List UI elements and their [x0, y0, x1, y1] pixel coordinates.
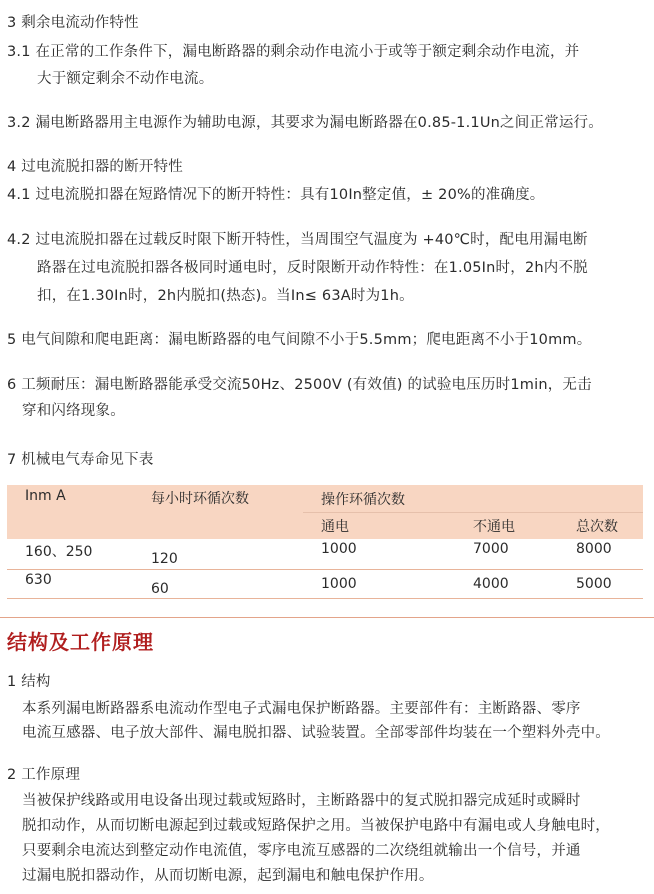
header-off: 不通电 — [473, 519, 515, 535]
structure-1-line2: 电流互感器、电子放大部件、漏电脱扣器、试验装置。全部零部件均装在一个塑料外壳中。 — [22, 725, 610, 741]
structure-2-line3: 只要剩余电流达到整定动作电流值，零序电流互感器的二次绕组就输出一个信号，并通 — [22, 843, 581, 859]
section-6-line2: 穿和闪络现象。 — [22, 403, 125, 419]
structure-heading: 结构及工作原理 — [7, 630, 154, 654]
header-inm: Inm A — [25, 488, 66, 504]
section-7-title: 7 机械电气寿命见下表 — [7, 452, 154, 468]
para-4-1: 4.1 过电流脱扣器在短路情况下的断开特性：具有10In整定值，± 20%的准确度。 — [7, 187, 545, 203]
table-row — [7, 539, 643, 570]
para-3-1-line1: 3.1 在正常的工作条件下，漏电断路器的剩余动作电流小于或等于额定剩余动作电流，并 — [7, 44, 580, 60]
life-table — [7, 485, 643, 599]
cell-per-hour: 120 — [133, 539, 303, 570]
structure-2-line2: 脱扣动作，从而切断电源起到过载或短路保护之用。当被保护电路中有漏电或人身触电时， — [22, 818, 610, 834]
cell-off: 7000 — [455, 539, 558, 570]
structure-2-line4: 过漏电脱扣器动作，从而切断电源，起到漏电和触电保护作用。 — [22, 868, 434, 884]
table-row — [7, 570, 643, 599]
section-3-title: 3 剩余电流动作特性 — [7, 15, 139, 31]
structure-1-line1: 本系列漏电断路器系电流动作型电子式漏电保护断路器。主要部件有：主断路器、零序 — [22, 701, 581, 717]
cell-inm: 160、250 — [7, 539, 133, 570]
header-on: 通电 — [321, 519, 349, 535]
section-5: 5 电气间隙和爬电距离：漏电断路器的电气间隙不小于5.5mm；爬电距离不小于10mm。 — [7, 332, 592, 348]
header-per-hour: 每小时环循次数 — [151, 491, 249, 507]
para-3-1-line2: 大于额定剩余不动作电流。 — [37, 71, 214, 87]
header-total: 总次数 — [576, 519, 618, 535]
structure-1-title: 1 结构 — [7, 674, 51, 690]
structure-2-title: 2 工作原理 — [7, 767, 81, 783]
para-4-2-line1: 4.2 过电流脱扣器在过载反时限下断开特性，当周围空气温度为 +40℃时，配电用漏电断 — [7, 232, 588, 248]
structure-2-line1: 当被保护线路或用电设备出现过载或短路时，主断路器中的复式脱扣器完成延时或瞬时 — [22, 793, 581, 809]
cell-total: 8000 — [558, 539, 643, 570]
section-4-title: 4 过电流脱扣器的断开特性 — [7, 159, 183, 175]
cell-inm: 630 — [7, 570, 133, 599]
para-4-2-line3: 扣，在1.30In时，2h内脱扣(热态)。当In≤ 63A时为1h。 — [37, 288, 414, 304]
cell-per-hour: 60 — [133, 570, 303, 599]
section-6-line1: 6 工频耐压：漏电断路器能承受交流50Hz、2500V (有效值) 的试验电压历时1min，无击 — [7, 377, 592, 393]
cell-on: 1000 — [303, 539, 455, 570]
cell-on: 1000 — [303, 570, 455, 599]
header-ops: 操作环循次数 — [303, 485, 643, 513]
para-3-2: 3.2 漏电断路器用主电源作为辅助电源，其要求为漏电断路器在0.85-1.1Un之间正常运行。 — [7, 115, 603, 131]
cell-off: 4000 — [455, 570, 558, 599]
cell-total: 5000 — [558, 570, 643, 599]
para-4-2-line2: 路器在过电流脱扣器各极同时通电时，反时限断开动作特性：在1.05In时，2h内不脱 — [37, 260, 588, 276]
table-header-row — [7, 485, 643, 513]
section-divider — [0, 617, 654, 618]
